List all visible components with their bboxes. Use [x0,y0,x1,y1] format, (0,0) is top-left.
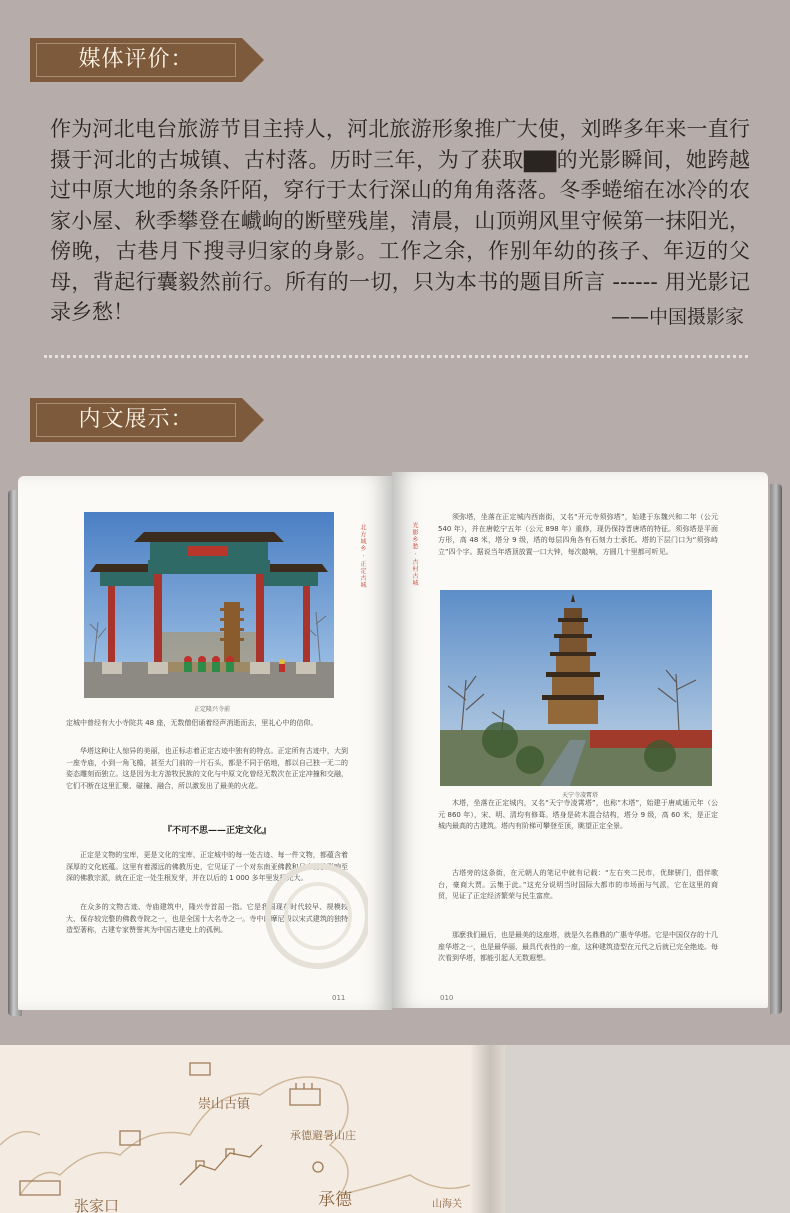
right-para-2: 木塔，坐落在正定城内，又名“天宁寺凌霄塔”，也称“木塔”，始建于唐咸通元年（公元 860 年），宋、明、清均有修葺。塔身是砖木混合结构，塔分 9 级，高 60 米，是正定城内最高的古建筑。塔内有阶梯可攀登至顶，眺望正定全景。 [438,799,718,830]
map-label-2: 承德避暑山庄 [290,1129,356,1142]
left-para-4: 在众多的文物古迹、寺庙建筑中，隆兴寺首屈一指。它是我国现存时代较早、规模较大、保存较完整的佛教寺院之一，也是全国十大名寺之一。寺中的摩尼殿以宋式建筑的独特造型著称，古建专家赞誉其为中国古建史上的孤例。 [66,903,348,934]
map-label-1: 崇山古镇 [198,1097,251,1112]
right-para-3: 古塔旁的这条街，在元朝人的笔记中就有记载：“左右夹二民市，优肆骈门，倡伴歌台，豪商大贾。云集于此。”这充分说明当时国际大都市的市场面与气派，它在这里的商贸，见证了正定经济繁荣与民生富庶。 [438,869,718,900]
dotted-divider [44,355,748,358]
archway-caption: 正定隆兴寺前 [194,706,231,713]
map-strip [0,1045,790,1213]
book-page-right [392,472,768,1008]
map-label-3: 张家口 [74,1197,120,1213]
open-book [8,470,782,1016]
pagoda-photo [440,590,712,786]
right-para-4: 那麽我们最后，也是最美的这座塔，就是久名鼎鼎的广惠寺华塔。它是中国仅存的十几座华塔之一，也是最华丽、最具代表性的一座，这种建筑造型在元代之后就已完全绝迹。每次看到华塔，都能引起人无数遐想。 [438,931,718,962]
media-review-ribbon [30,38,242,82]
pagoda-caption: 天宁寺凌霄塔 [562,792,599,799]
review-source: ——中国摄影家 [610,306,744,328]
left-section-title: 『不可不思——正定文化』 [163,826,272,836]
left-para-2: 华塔这种让人惊异的美丽，也正标志着正定古迹中独有的特点。正定所有古迹中，大到一座寺庙，小到一角飞檐，甚至大门前的一片石头，都是不同于偌地，都以自己独一无二的姿态雕刻而独立。这是因为北方游牧民族的文化与中原文化曾经无数次在正定冲撞和交融，它们不断在这里汇聚、碰撞、融合，所以激发出了最美的火花。 [66,747,348,790]
content-preview-ribbon [30,398,242,442]
left-para-3: 正定是文物的宝库，更是文化的宝库，正定城中的每一处古迹、每一件文物，都蕴含着深厚的文化底蕴。这里有着源远的佛教历史，它见证了一个对东南亚佛教和日本佛教影响至深的佛教宗派，就在正定一处生根发芽，并在以后的 1 000 多年里发扬光大。 [66,851,348,882]
right-vertical-label: 光影乡愁 · 古村古城 [411,522,418,587]
book-spine-shadow [470,1045,510,1213]
ornament-watermark [258,846,368,986]
left-page-number: 011 [332,994,346,1002]
hebei-map-drawing [0,1045,505,1213]
archway-photo [84,512,334,698]
right-para-1: 须弥塔，坐落在正定城内西南街，又名“开元寺须弥塔”，始建于东魏兴和二年（公元 540 年），并在唐乾宁五年（公元 898 年）重修，现仍保持晋唐塔的特征。须弥塔是平面方形，高 48 米，塔分 9 级，塔的每层四角各有石刻力士承托。塔的下层门口为“须弥峙立”四个字。据说当年塔顶放置一口大钟，每次敲响，方圆几十里都可听见。 [438,513,718,556]
left-para-1: 定城中曾经有大小寺院共 48 座，无数僧侣诵着经声消逝而去，里礼心中的信仰。 [66,719,318,727]
right-page-cover [505,1045,790,1213]
map-label-4: 承德 [318,1190,352,1210]
right-page-number: 010 [440,994,454,1002]
map-label-5: 山海关 [432,1199,462,1210]
book-page-left [18,476,392,1010]
content-preview-label: 内文展示： [78,407,194,432]
book-edge-right [770,484,782,1014]
review-text: 作为河北电台旅游节目主持人，河北旅游形象推广大使，刘晔多年来一直行摄于河北的古城镇、古村落。历时三年，为了获取▇▇的光影瞬间，她跨越过中原大地的条条阡陌，穿行于太行深山的角角落落。冬季蜷缩在冰冷的农家小屋、秋季攀登在巇岣的断壁残崖，清晨，山顶朔风里守候第一抹阳光，傍晚，古巷月下搜寻归家的身影。工作之余，作别年幼的孩子、年迈的父母，背起行囊毅然前行。所有的一切，只为本书的题目所言 ------ 用光影记录乡愁！ [50,117,750,324]
media-review-label: 媒体评价： [78,47,194,72]
left-vertical-label: 北方城乡 · 正定古城 [359,524,366,589]
